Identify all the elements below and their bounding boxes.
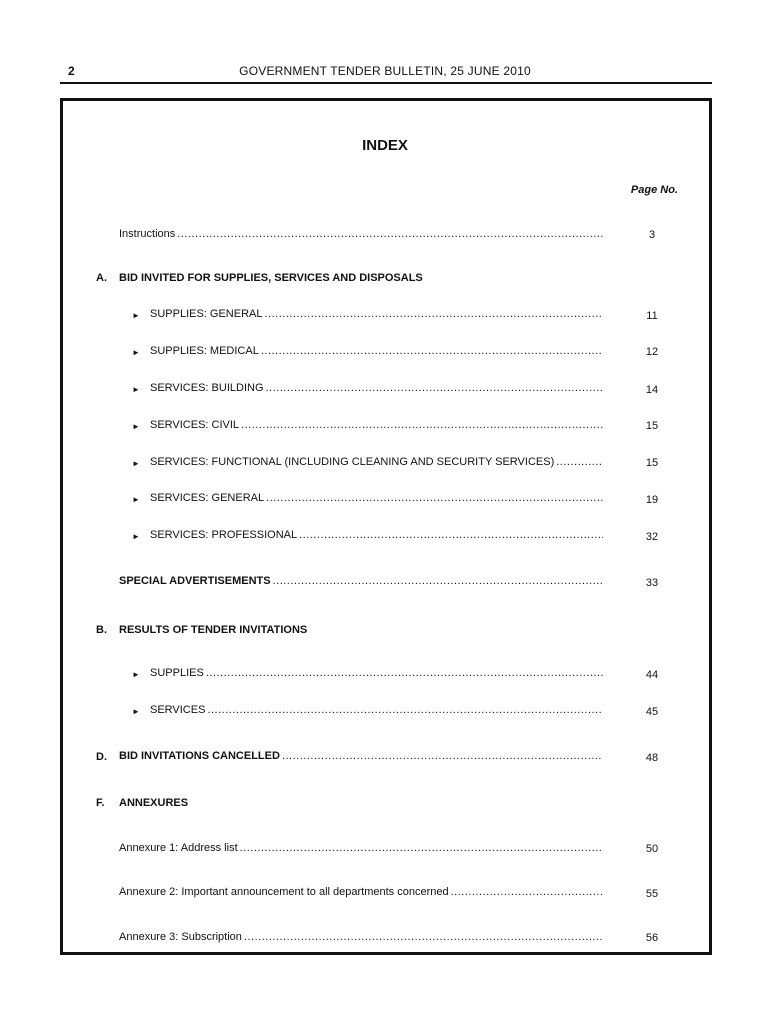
- section-letter: F.: [96, 797, 105, 809]
- toc-page-number: 44: [645, 669, 659, 681]
- toc-entry-label: Annexure 2: Important announcement to all departments concerned: [119, 886, 449, 898]
- toc-entry-label: SUPPLIES: GENERAL: [150, 308, 263, 320]
- section-letter: D.: [96, 751, 107, 763]
- toc-entry[interactable]: [150, 529, 603, 545]
- page-no-column-label: Page No.: [630, 184, 678, 196]
- bullet-icon: ►: [132, 385, 140, 394]
- toc-entry[interactable]: [150, 308, 603, 324]
- bullet-icon: ►: [132, 532, 140, 541]
- toc-page-number: 11: [646, 310, 658, 322]
- toc-page-number: 33: [645, 577, 659, 589]
- toc-entry[interactable]: [150, 456, 603, 472]
- toc-entry-label: SERVICES: BUILDING: [150, 382, 264, 394]
- toc-page-number: 3: [648, 229, 656, 241]
- section-title: BID INVITED FOR SUPPLIES, SERVICES AND DISPOSALS: [119, 272, 423, 284]
- toc-entry[interactable]: [150, 704, 603, 720]
- toc-entry-label: SUPPLIES: [150, 667, 204, 679]
- toc-entry-special-advertisements[interactable]: [119, 575, 603, 591]
- toc-entry-annexure-2[interactable]: [119, 886, 603, 902]
- toc-entry[interactable]: [150, 492, 603, 508]
- toc-entry[interactable]: [150, 345, 603, 361]
- toc-entry-label: Annexure 1: Address list: [119, 842, 238, 854]
- toc-page-number: 55: [645, 888, 659, 900]
- toc-entry-label: SERVICES: PROFESSIONAL: [150, 529, 298, 541]
- toc-page-number: 14: [645, 384, 659, 396]
- bullet-icon: ►: [132, 495, 140, 504]
- bullet-icon: ►: [132, 311, 140, 320]
- toc-entry-label: BID INVITATIONS CANCELLED: [119, 750, 280, 762]
- toc-page-number: 19: [645, 494, 659, 506]
- toc-entry-label: Instructions: [119, 228, 176, 240]
- bullet-icon: ►: [132, 348, 140, 357]
- toc-entry-annexure-1[interactable]: [119, 842, 603, 858]
- page-number: 2: [68, 64, 75, 78]
- toc-entry-label: Annexure 3: Subscription: [119, 931, 242, 943]
- toc-page-number: 45: [645, 706, 659, 718]
- toc-entry-label: SPECIAL ADVERTISEMENTS: [119, 575, 271, 587]
- header-rule: [60, 82, 712, 84]
- toc-entry-annexure-3[interactable]: [119, 931, 603, 947]
- index-frame: [60, 98, 712, 955]
- toc-page-number: 15: [645, 457, 659, 469]
- toc-entry-bid-invitations-cancelled[interactable]: [119, 750, 603, 766]
- toc-entry-label: SERVICES: FUNCTIONAL (INCLUDING CLEANING AND SECURITY SERVICES): [150, 456, 555, 468]
- bullet-icon: ►: [132, 459, 140, 468]
- toc-page-number: 50: [645, 843, 659, 855]
- toc-page-number: 12: [645, 346, 659, 358]
- section-title: RESULTS OF TENDER INVITATIONS: [119, 624, 308, 636]
- toc-page-number: 48: [645, 752, 659, 764]
- toc-page-number: 56: [645, 932, 659, 944]
- section-letter: B.: [96, 624, 107, 636]
- toc-entry-label: SERVICES: CIVIL: [150, 419, 240, 431]
- toc-entry[interactable]: [150, 382, 603, 398]
- toc-entry-label: SERVICES: [150, 704, 206, 716]
- section-title: ANNEXURES: [119, 797, 189, 809]
- section-letter: A.: [96, 272, 107, 284]
- running-header: GOVERNMENT TENDER BULLETIN, 25 JUNE 2010: [239, 64, 531, 78]
- bullet-icon: ►: [132, 422, 140, 431]
- bullet-icon: ►: [132, 707, 140, 716]
- index-title: INDEX: [362, 137, 408, 154]
- toc-entry[interactable]: [150, 667, 603, 683]
- toc-entry[interactable]: [150, 419, 603, 435]
- toc-entry-label: SERVICES: GENERAL: [150, 492, 265, 504]
- toc-page-number: 32: [645, 531, 659, 543]
- toc-entry-instructions[interactable]: [119, 228, 603, 244]
- bullet-icon: ►: [132, 670, 140, 679]
- toc-entry-label: SUPPLIES: MEDICAL: [150, 345, 259, 357]
- toc-page-number: 15: [645, 420, 659, 432]
